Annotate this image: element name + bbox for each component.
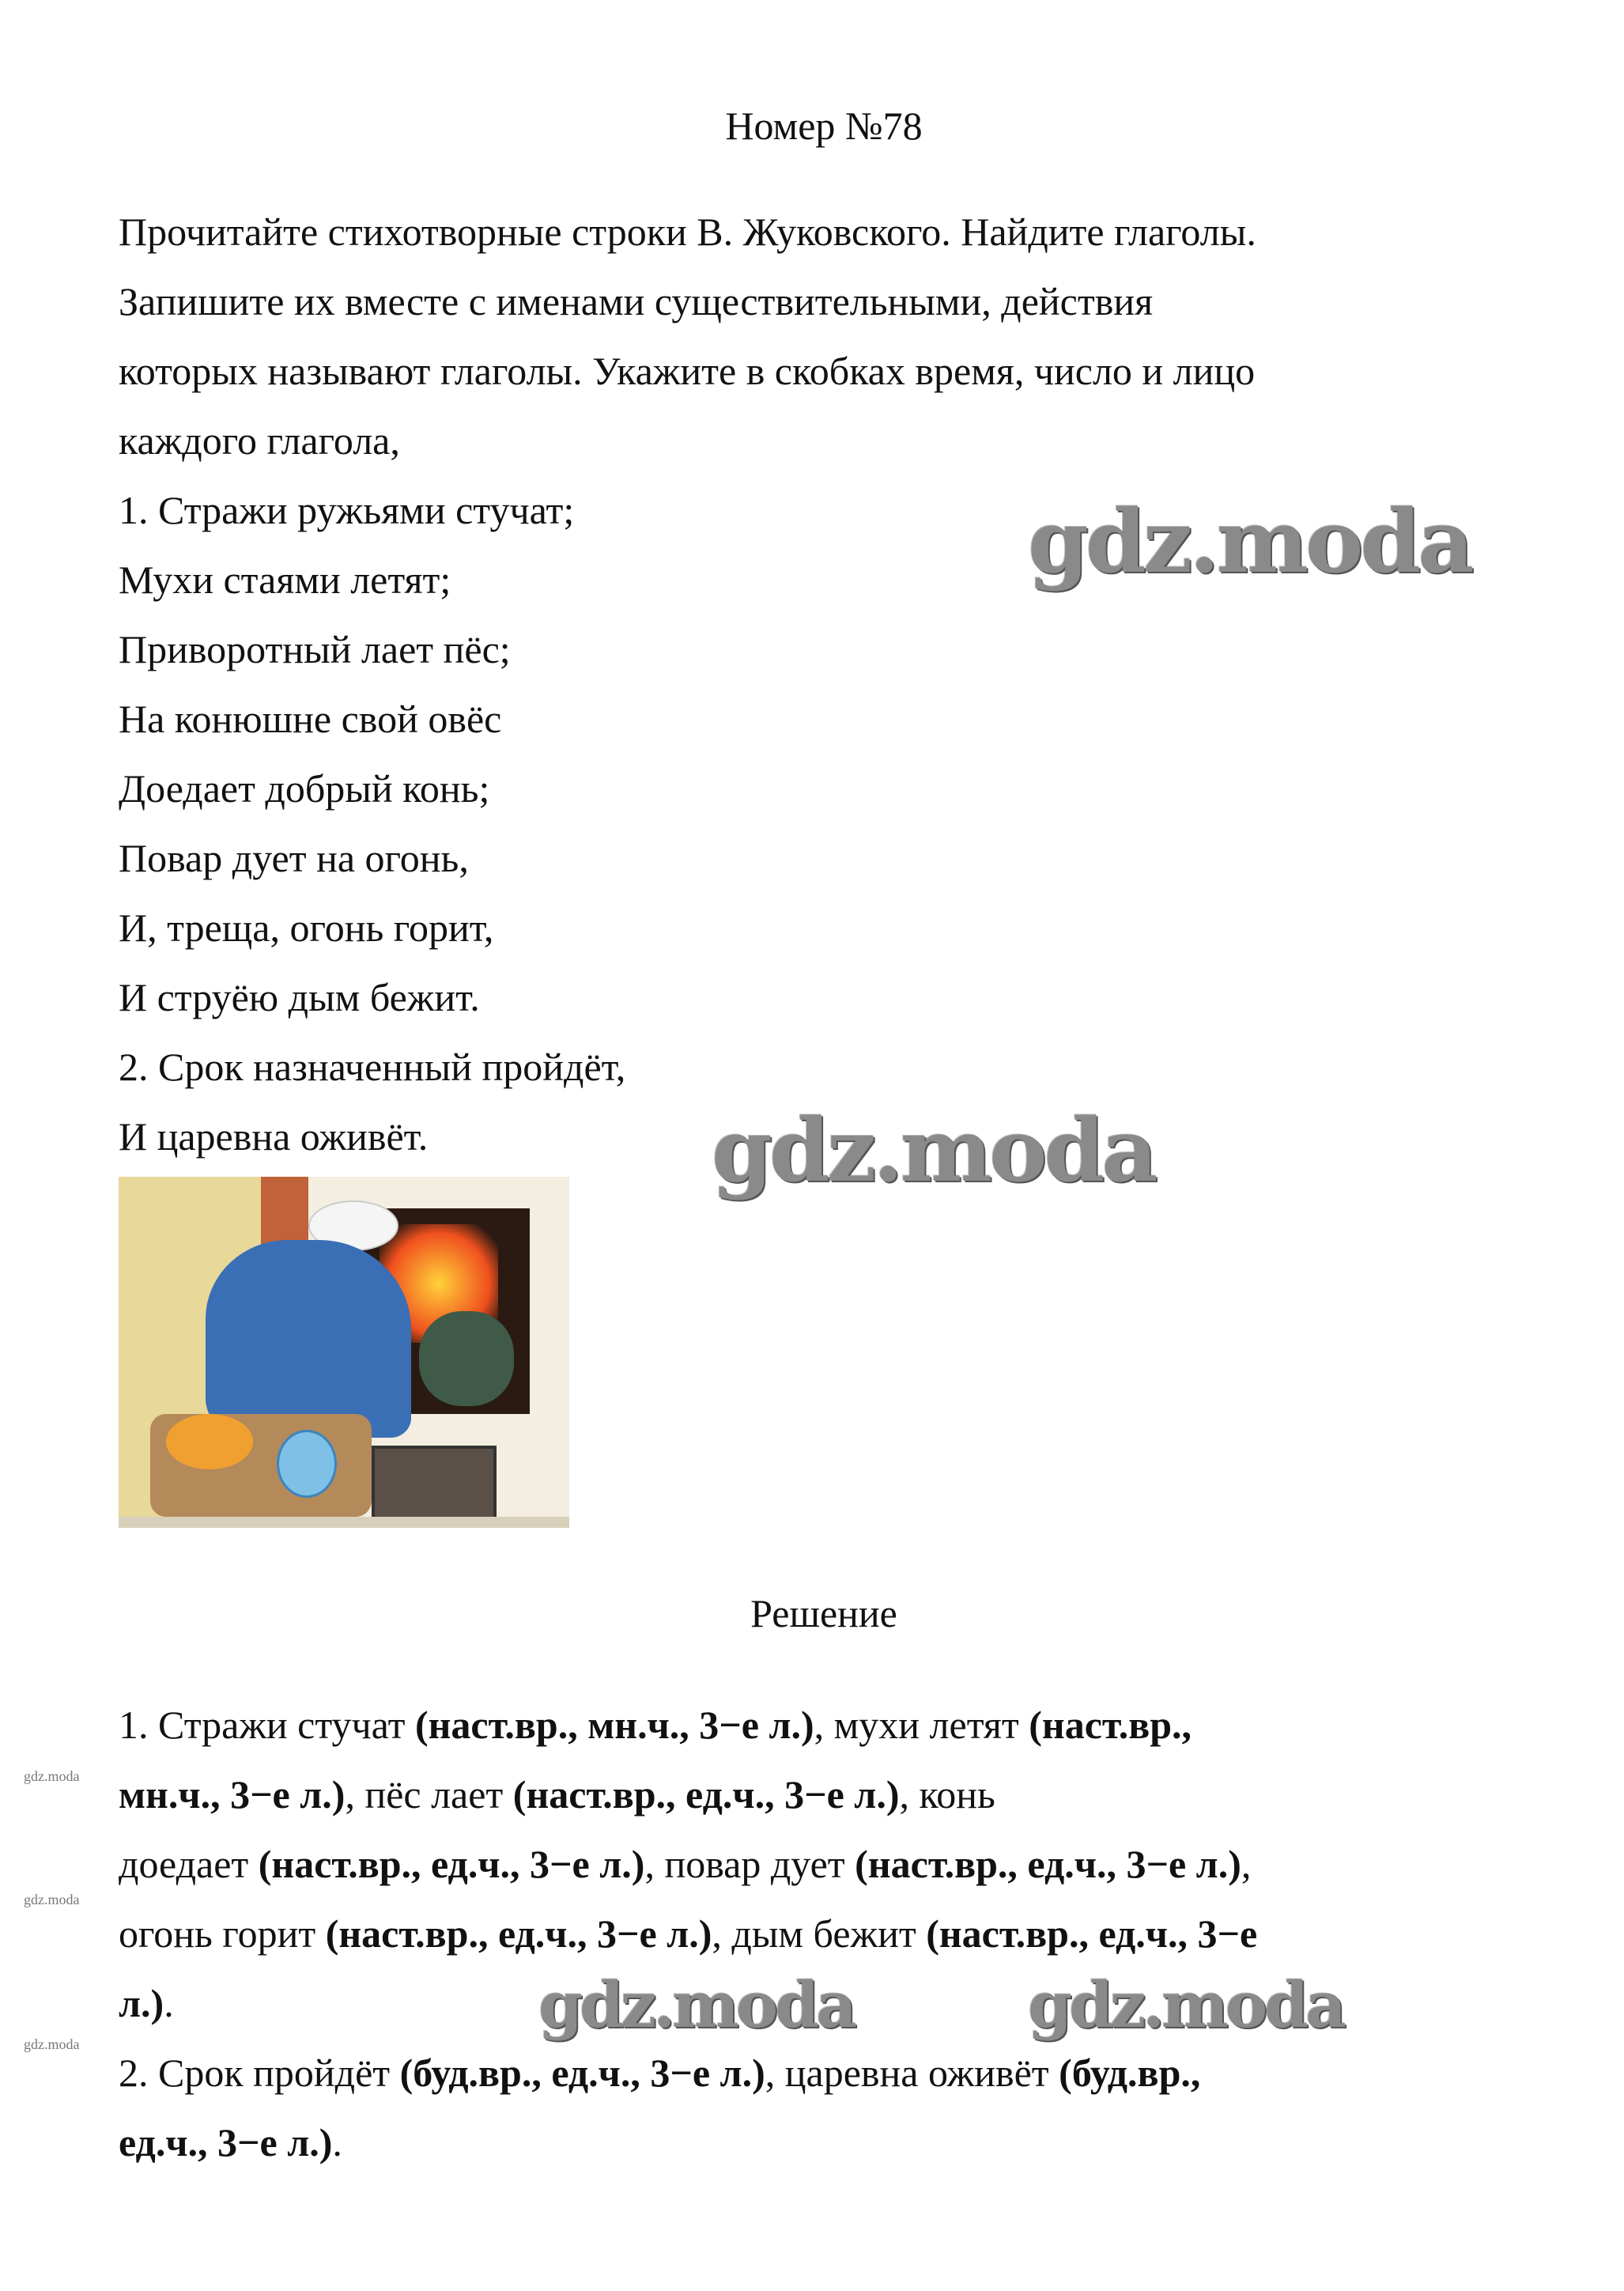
poem-line: И царевна оживёт.	[119, 1114, 429, 1159]
page-title: Номер №78	[725, 104, 923, 148]
poem-line: Доедает добрый конь;	[119, 766, 490, 811]
task-line: Запишите их вместе с именами существительными, действия	[119, 279, 1154, 323]
solution-segment: 1. Стражи стучат	[119, 1703, 415, 1747]
solution-segment: , повар дует	[644, 1842, 855, 1886]
grammar-annotation: ед.ч., 3−е л.)	[119, 2120, 333, 2164]
watermark-small: gdz.moda	[24, 2036, 80, 2052]
solution-segment: , конь	[899, 1772, 995, 1817]
watermark-logo: gdz.moda	[538, 1968, 854, 2042]
task-line: которых называют глаголы. Укажите в скобках время, число и лицо	[119, 349, 1256, 393]
solution-line	[119, 1760, 1257, 1829]
grammar-annotation: (наст.вр.,	[1029, 1703, 1192, 1747]
grammar-annotation: (наст.вр., мн.ч., 3−е л.)	[414, 1703, 814, 1747]
poem-line: На конюшне свой овёс	[119, 697, 502, 741]
solution-segment: .	[164, 1981, 174, 2025]
watermark-logo: gdz.moda	[712, 1099, 1155, 1201]
poem-line: Приворотный лает пёс;	[119, 627, 511, 671]
task-text	[119, 197, 1256, 1171]
grammar-annotation: (наст.вр., ед.ч., 3−е	[926, 1911, 1258, 1956]
solution-line	[119, 2108, 1257, 2177]
solution-heading: Решение	[750, 1591, 897, 1635]
poem-line: 1. Стражи ружьями стучат;	[119, 488, 575, 532]
solution-line	[119, 1690, 1257, 1760]
solution-segment: .	[332, 2120, 342, 2164]
solution-line	[119, 2038, 1257, 2108]
watermark-logo: gdz.moda	[1028, 1968, 1343, 2042]
poem-line: И, треща, огонь горит,	[119, 905, 494, 950]
poem-line: Повар дует на огонь,	[119, 836, 469, 880]
solution-text	[119, 1690, 1257, 2177]
watermark-small: gdz.moda	[24, 1892, 80, 1907]
watermark-logo: gdz.moda	[1028, 490, 1471, 592]
cook-illustration	[119, 1177, 569, 1528]
task-line: Прочитайте стихотворные строки В. Жуковского. Найдите глаголы.	[119, 210, 1256, 254]
solution-segment: , царевна оживёт	[765, 2051, 1059, 2095]
solution-segment: , пёс лает	[345, 1772, 513, 1817]
task-line: каждого глагола,	[119, 418, 400, 463]
solution-segment: , дым бежит	[712, 1911, 927, 1956]
solution-segment: ,	[1241, 1842, 1252, 1886]
poem-line: Мухи стаями летят;	[119, 558, 451, 602]
grammar-annotation: (наст.вр., ед.ч., 3−е л.)	[855, 1842, 1241, 1886]
solution-segment: 2. Срок пройдёт	[119, 2051, 400, 2095]
solution-line	[119, 1899, 1257, 1968]
poem-line: И струёю дым бежит.	[119, 975, 480, 1019]
grammar-annotation: (наст.вр., ед.ч., 3−е л.)	[258, 1842, 645, 1886]
grammar-annotation: (буд.вр., ед.ч., 3−е л.)	[399, 2051, 765, 2095]
watermark-small: gdz.moda	[24, 1768, 80, 1784]
solution-segment: доедает	[119, 1842, 259, 1886]
solution-segment: огонь горит	[119, 1911, 326, 1956]
grammar-annotation: л.)	[119, 1981, 164, 2025]
solution-segment: , мухи летят	[814, 1703, 1029, 1747]
grammar-annotation: (буд.вр.,	[1059, 2051, 1201, 2095]
grammar-annotation: (наст.вр., ед.ч., 3−е л.)	[325, 1911, 712, 1956]
grammar-annotation: мн.ч., 3−е л.)	[119, 1772, 346, 1817]
solution-line	[119, 1829, 1257, 1899]
grammar-annotation: (наст.вр., ед.ч., 3−е л.)	[512, 1772, 900, 1817]
poem-line: 2. Срок назначенный пройдёт,	[119, 1045, 626, 1089]
